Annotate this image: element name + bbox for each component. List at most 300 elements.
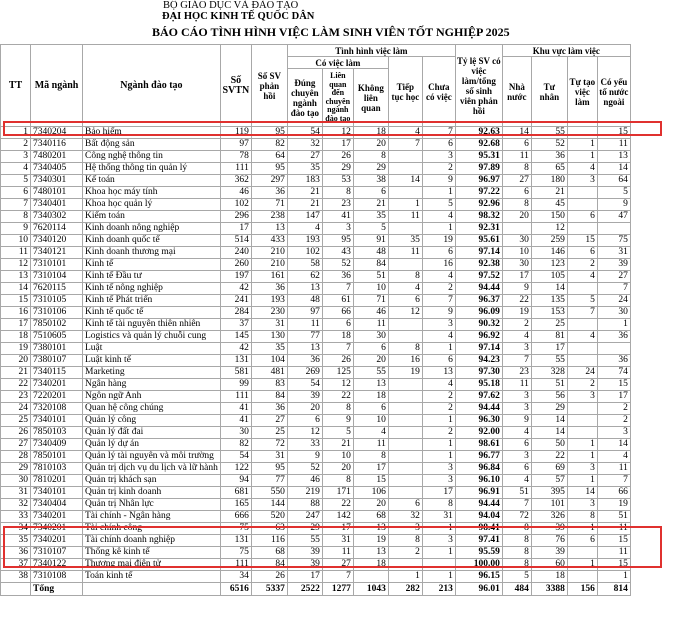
header-unrelated: Không liên quan (353, 69, 388, 127)
cell-state: 4 (502, 475, 531, 487)
cell-code: 7340404 (31, 499, 83, 511)
cell-rate: 96.30 (455, 415, 502, 427)
cell-private: 101 (531, 499, 567, 511)
cell-unemployed: 2 (422, 427, 455, 439)
cell-in-field: 27 (287, 151, 322, 163)
cell-name: Kiểm toán (83, 211, 221, 223)
cell-related: 36 (322, 271, 353, 283)
cell-svtn: 240 (220, 247, 251, 259)
cell-state: 9 (502, 283, 531, 295)
cell-in-field: 183 (287, 175, 322, 187)
cell-related: 18 (322, 331, 353, 343)
cell-tt: 11 (1, 247, 31, 259)
cell-rate: 95.61 (455, 235, 502, 247)
cell-name: Quản trị khách sạn (83, 475, 221, 487)
cell-rate: 96.91 (455, 487, 502, 499)
cell-related: 3 (322, 223, 353, 235)
cell-name: Kinh tế (83, 259, 221, 271)
cell-in-field: 36 (287, 355, 322, 367)
table-row (1, 367, 631, 379)
cell-foreign: 5 (597, 187, 630, 199)
table-row (1, 355, 631, 367)
cell-tt: 12 (1, 259, 31, 271)
cell-unrelated: 46 (353, 307, 388, 319)
cell-private: 39 (531, 547, 567, 559)
cell-private: 14 (531, 415, 567, 427)
cell-tt: 1 (1, 127, 31, 139)
cell-unrelated: 11 (353, 319, 388, 331)
cell-rate: 92.38 (455, 259, 502, 271)
cell-code: 7340121 (31, 247, 83, 259)
cell-unrelated: 10 (353, 415, 388, 427)
cell-state: 22 (502, 295, 531, 307)
table-row (1, 319, 631, 331)
cell-code: 7480201 (31, 151, 83, 163)
cell-further-study (388, 319, 422, 331)
cell-private: 76 (531, 535, 567, 547)
cell-private: 14 (531, 283, 567, 295)
cell-name: Marketing (83, 367, 221, 379)
cell-tt: 22 (1, 379, 31, 391)
cell-state: 8 (502, 523, 531, 535)
total-row (1, 583, 631, 596)
cell-code: 7320108 (31, 403, 83, 415)
cell-svtn: 97 (220, 139, 251, 151)
cell-foreign: 15 (597, 379, 630, 391)
cell-foreign: 30 (597, 307, 630, 319)
cell-self: 3 (567, 391, 597, 403)
cell-unemployed (422, 559, 455, 571)
cell-unemployed: 13 (422, 367, 455, 379)
cell-state: 27 (502, 175, 531, 187)
table-row (1, 559, 631, 571)
cell-code: 7340409 (31, 439, 83, 451)
cell-private: 18 (531, 571, 567, 583)
cell-further-study (388, 259, 422, 271)
cell-responded: 36 (251, 187, 287, 199)
cell-related: 10 (322, 451, 353, 463)
total-name (83, 583, 221, 596)
cell-related: 7 (322, 283, 353, 295)
cell-unrelated: 6 (353, 343, 388, 355)
cell-unemployed: 2 (422, 163, 455, 175)
cell-further-study (388, 379, 422, 391)
cell-rate: 100.00 (455, 559, 502, 571)
cell-rate: 92.00 (455, 427, 502, 439)
cell-private: 56 (531, 391, 567, 403)
cell-state: 3 (502, 403, 531, 415)
table-row (1, 127, 631, 139)
cell-name: Ngôn ngữ Anh (83, 391, 221, 403)
cell-code: 7310104 (31, 271, 83, 283)
cell-state (502, 223, 531, 235)
cell-responded: 297 (251, 175, 287, 187)
cell-rate: 97.62 (455, 391, 502, 403)
cell-name: Kế toán (83, 175, 221, 187)
cell-responded: 36 (251, 403, 287, 415)
cell-in-field: 11 (287, 319, 322, 331)
cell-self (567, 427, 597, 439)
cell-unemployed: 4 (422, 379, 455, 391)
cell-name: Quản lý tài nguyên và môi trường (83, 451, 221, 463)
employment-table (0, 44, 631, 596)
cell-in-field: 13 (287, 343, 322, 355)
cell-related: 26 (322, 151, 353, 163)
header-sector-group: Khu vực làm việc (502, 45, 630, 57)
cell-state: 30 (502, 235, 531, 247)
cell-unemployed: 3 (422, 475, 455, 487)
cell-svtn: 30 (220, 427, 251, 439)
cell-state: 72 (502, 511, 531, 523)
cell-self: 4 (567, 163, 597, 175)
cell-tt: 35 (1, 535, 31, 547)
cell-in-field: 54 (287, 379, 322, 391)
cell-self: 14 (567, 487, 597, 499)
cell-unemployed: 1 (422, 547, 455, 559)
cell-svtn: 681 (220, 487, 251, 499)
cell-private: 21 (531, 187, 567, 199)
cell-rate: 94.44 (455, 403, 502, 415)
cell-unrelated: 19 (353, 535, 388, 547)
cell-responded: 520 (251, 511, 287, 523)
cell-unrelated (353, 571, 388, 583)
cell-name: Quản trị kinh doanh (83, 487, 221, 499)
cell-related: 29 (322, 163, 353, 175)
cell-responded: 72 (251, 439, 287, 451)
cell-svtn: 119 (220, 127, 251, 139)
cell-related: 17 (322, 139, 353, 151)
cell-unemployed: 4 (422, 331, 455, 343)
table-row (1, 175, 631, 187)
cell-unemployed: 6 (422, 139, 455, 151)
cell-unemployed: 3 (422, 319, 455, 331)
cell-responded: 27 (251, 415, 287, 427)
cell-foreign: 74 (597, 367, 630, 379)
cell-tt: 9 (1, 223, 31, 235)
table-row (1, 139, 631, 151)
table-row (1, 523, 631, 535)
cell-foreign: 14 (597, 163, 630, 175)
cell-self: 1 (567, 439, 597, 451)
header-rate: Tỷ lệ SV có việc làm/tổng số sinh viên phản hồi (455, 45, 502, 127)
cell-unemployed: 1 (422, 523, 455, 535)
total-self: 156 (567, 583, 597, 596)
cell-tt: 37 (1, 559, 31, 571)
cell-related: 43 (322, 247, 353, 259)
cell-unemployed: 19 (422, 235, 455, 247)
cell-related: 8 (322, 403, 353, 415)
cell-name: Tài chính - Ngân hàng (83, 511, 221, 523)
cell-unemployed: 2 (422, 391, 455, 403)
cell-tt: 7 (1, 199, 31, 211)
cell-related: 12 (322, 127, 353, 139)
cell-state: 17 (502, 271, 531, 283)
cell-name: Tài chính công (83, 523, 221, 535)
cell-foreign: 11 (597, 463, 630, 475)
cell-name: Kinh doanh quốc tế (83, 235, 221, 247)
cell-in-field: 147 (287, 211, 322, 223)
cell-self (567, 223, 597, 235)
cell-responded: 104 (251, 355, 287, 367)
cell-responded: 64 (251, 151, 287, 163)
cell-name: Kinh doanh nông nghiệp (83, 223, 221, 235)
cell-in-field: 17 (287, 571, 322, 583)
cell-private: 14 (531, 427, 567, 439)
cell-svtn: 514 (220, 235, 251, 247)
cell-state: 2 (502, 319, 531, 331)
cell-related: 22 (322, 499, 353, 511)
cell-further-study (388, 415, 422, 427)
cell-responded: 550 (251, 487, 287, 499)
cell-self: 2 (567, 379, 597, 391)
cell-in-field: 102 (287, 247, 322, 259)
cell-private: 36 (531, 151, 567, 163)
header-unemployed: Chưa có việc (422, 57, 455, 127)
cell-unemployed: 6 (422, 355, 455, 367)
total-in-field: 2522 (287, 583, 322, 596)
cell-related: 26 (322, 355, 353, 367)
cell-private: 81 (531, 331, 567, 343)
cell-name: Tài chính doanh nghiệp (83, 535, 221, 547)
cell-tt: 33 (1, 511, 31, 523)
cell-unrelated: 18 (353, 559, 388, 571)
cell-private: 12 (531, 223, 567, 235)
cell-unemployed: 1 (422, 343, 455, 355)
cell-further-study (388, 451, 422, 463)
cell-further-study: 19 (388, 367, 422, 379)
cell-unemployed: 31 (422, 511, 455, 523)
cell-name: Quản lý dự án (83, 439, 221, 451)
cell-name: Kinh tế nông nghiệp (83, 283, 221, 295)
cell-state: 11 (502, 151, 531, 163)
total-unrelated: 1043 (353, 583, 388, 596)
cell-tt: 16 (1, 307, 31, 319)
cell-unemployed: 2 (422, 283, 455, 295)
cell-foreign: 2 (597, 403, 630, 415)
cell-state: 3 (502, 343, 531, 355)
cell-rate: 96.10 (455, 475, 502, 487)
cell-name: Kinh tế tài nguyên thiên nhiên (83, 319, 221, 331)
table-row (1, 379, 631, 391)
cell-in-field: 97 (287, 307, 322, 319)
cell-further-study: 1 (388, 199, 422, 211)
cell-svtn: 17 (220, 223, 251, 235)
cell-related: 41 (322, 211, 353, 223)
cell-in-field: 6 (287, 415, 322, 427)
cell-tt: 18 (1, 331, 31, 343)
cell-code: 7620114 (31, 223, 83, 235)
cell-self: 3 (567, 463, 597, 475)
cell-further-study (388, 151, 422, 163)
cell-svtn: 75 (220, 547, 251, 559)
cell-rate: 97.30 (455, 367, 502, 379)
cell-foreign: 51 (597, 511, 630, 523)
cell-state: 7 (502, 499, 531, 511)
cell-code: 7340302 (31, 211, 83, 223)
cell-svtn: 296 (220, 211, 251, 223)
cell-self: 7 (567, 307, 597, 319)
cell-self: 3 (567, 175, 597, 187)
cell-unrelated: 35 (353, 211, 388, 223)
cell-self (567, 187, 597, 199)
header-svtn: Số SVTN (220, 45, 251, 127)
ministry-title: BỘ GIÁO DỤC VÀ ĐÀO TẠO (163, 0, 299, 11)
cell-private: 105 (531, 271, 567, 283)
cell-name: Toán kinh tế (83, 571, 221, 583)
cell-related: 6 (322, 319, 353, 331)
cell-related: 7 (322, 571, 353, 583)
cell-unemployed: 1 (422, 187, 455, 199)
cell-state: 8 (502, 199, 531, 211)
cell-related: 52 (322, 259, 353, 271)
cell-related: 22 (322, 391, 353, 403)
cell-foreign: 11 (597, 547, 630, 559)
cell-responded: 95 (251, 127, 287, 139)
cell-related: 53 (322, 175, 353, 187)
cell-responded: 63 (251, 523, 287, 535)
table-row (1, 415, 631, 427)
table-row (1, 247, 631, 259)
cell-code: 7310106 (31, 307, 83, 319)
cell-in-field: 21 (287, 199, 322, 211)
cell-code: 7340201 (31, 523, 83, 535)
table-row (1, 211, 631, 223)
cell-related: 8 (322, 475, 353, 487)
cell-rate: 95.18 (455, 379, 502, 391)
cell-code: 7220201 (31, 391, 83, 403)
cell-further-study (388, 187, 422, 199)
cell-tt: 30 (1, 475, 31, 487)
total-private: 3388 (531, 583, 567, 596)
cell-foreign: 3 (597, 427, 630, 439)
cell-rate: 92.31 (455, 223, 502, 235)
cell-state: 4 (502, 427, 531, 439)
cell-self (567, 355, 597, 367)
cell-name: Kinh tế Phát triển (83, 295, 221, 307)
table-row (1, 331, 631, 343)
cell-in-field: 58 (287, 259, 322, 271)
cell-related: 23 (322, 199, 353, 211)
cell-in-field: 269 (287, 367, 322, 379)
cell-foreign: 39 (597, 259, 630, 271)
table-row (1, 343, 631, 355)
cell-code: 7510605 (31, 331, 83, 343)
cell-tt: 26 (1, 427, 31, 439)
cell-unemployed: 9 (422, 175, 455, 187)
cell-foreign: 31 (597, 247, 630, 259)
table-row (1, 187, 631, 199)
table-row (1, 391, 631, 403)
cell-further-study: 32 (388, 511, 422, 523)
cell-unemployed: 17 (422, 487, 455, 499)
cell-self: 6 (567, 247, 597, 259)
cell-related: 8 (322, 187, 353, 199)
cell-in-field: 20 (287, 403, 322, 415)
cell-svtn: 581 (220, 367, 251, 379)
cell-svtn: 75 (220, 523, 251, 535)
cell-related: 17 (322, 523, 353, 535)
cell-private: 52 (531, 139, 567, 151)
cell-svtn: 145 (220, 331, 251, 343)
cell-foreign: 15 (597, 535, 630, 547)
cell-responded: 144 (251, 499, 287, 511)
cell-state: 7 (502, 355, 531, 367)
cell-foreign: 64 (597, 175, 630, 187)
cell-foreign: 36 (597, 355, 630, 367)
cell-svtn: 46 (220, 187, 251, 199)
cell-rate: 94.44 (455, 499, 502, 511)
cell-related: 9 (322, 415, 353, 427)
cell-private: 328 (531, 367, 567, 379)
cell-foreign: 11 (597, 523, 630, 535)
cell-tt: 38 (1, 571, 31, 583)
cell-self: 6 (567, 535, 597, 547)
cell-foreign: 13 (597, 151, 630, 163)
header-tt: TT (1, 45, 31, 127)
cell-name: Công nghệ thông tin (83, 151, 221, 163)
cell-unrelated: 84 (353, 259, 388, 271)
cell-self: 3 (567, 499, 597, 511)
cell-svtn: 131 (220, 535, 251, 547)
cell-name: Thương mại điện tử (83, 559, 221, 571)
cell-rate: 94.23 (455, 355, 502, 367)
cell-foreign: 24 (597, 295, 630, 307)
cell-tt: 28 (1, 451, 31, 463)
cell-foreign: 2 (597, 415, 630, 427)
cell-self: 6 (567, 211, 597, 223)
cell-unrelated: 6 (353, 403, 388, 415)
cell-unemployed: 1 (422, 223, 455, 235)
cell-unemployed: 3 (422, 151, 455, 163)
cell-responded: 210 (251, 247, 287, 259)
cell-private: 146 (531, 247, 567, 259)
cell-tt: 8 (1, 211, 31, 223)
table-row (1, 295, 631, 307)
cell-tt: 2 (1, 139, 31, 151)
cell-svtn: 666 (220, 511, 251, 523)
cell-state: 5 (502, 571, 531, 583)
cell-responded: 433 (251, 235, 287, 247)
cell-responded: 36 (251, 283, 287, 295)
cell-state: 11 (502, 379, 531, 391)
table-row (1, 487, 631, 499)
cell-responded: 13 (251, 223, 287, 235)
cell-further-study: 14 (388, 175, 422, 187)
cell-in-field: 62 (287, 271, 322, 283)
cell-tt: 3 (1, 151, 31, 163)
cell-self (567, 415, 597, 427)
cell-code: 7380107 (31, 355, 83, 367)
cell-rate: 97.52 (455, 271, 502, 283)
cell-unrelated: 5 (353, 223, 388, 235)
cell-svtn: 102 (220, 199, 251, 211)
total-state: 484 (502, 583, 531, 596)
cell-svtn: 78 (220, 151, 251, 163)
cell-code: 7340201 (31, 379, 83, 391)
cell-tt: 29 (1, 463, 31, 475)
cell-name: Kinh doanh thương mại (83, 247, 221, 259)
cell-further-study: 6 (388, 295, 422, 307)
cell-code: 7340122 (31, 559, 83, 571)
cell-name: Quản lý công (83, 415, 221, 427)
cell-responded: 238 (251, 211, 287, 223)
cell-self: 24 (567, 367, 597, 379)
cell-private: 51 (531, 379, 567, 391)
cell-responded: 77 (251, 475, 287, 487)
cell-svtn: 42 (220, 283, 251, 295)
cell-responded: 68 (251, 547, 287, 559)
total-svtn: 6516 (220, 583, 251, 596)
